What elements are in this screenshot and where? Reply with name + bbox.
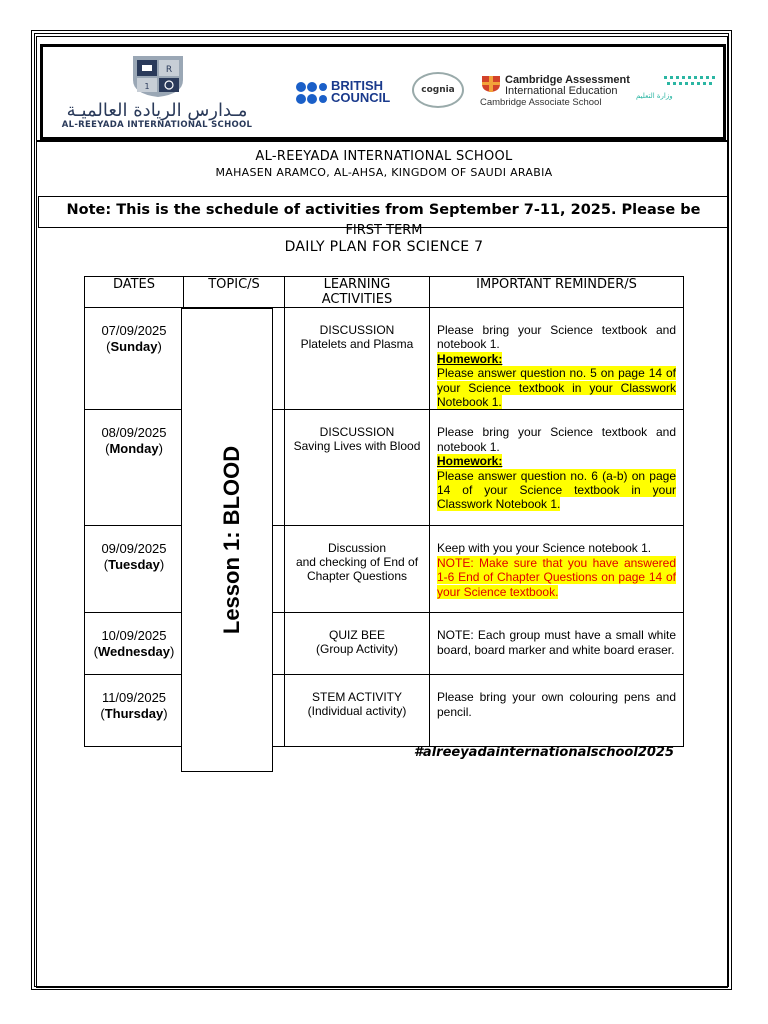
term-label: FIRST TERM (345, 223, 423, 238)
plan-title: DAILY PLAN FOR SCIENCE 7 (284, 239, 484, 255)
activity-detail: Saving Lives with Blood (293, 439, 421, 454)
activity-title: Discussion (327, 541, 387, 556)
day: (Wednesday) (93, 644, 175, 660)
cambridge-associate: Cambridge Associate School (480, 97, 602, 108)
date-cell (85, 675, 184, 747)
british-council-logo (331, 80, 390, 104)
activity-title: DISCUSSION (319, 323, 395, 337)
table-row (85, 526, 684, 613)
day: (Tuesday) (103, 557, 165, 573)
homework-text: Please answer question no. 6 (a-b) on page 14 of your Science textbook in your Classwork Notebook 1. (437, 468, 676, 512)
table-row (85, 308, 684, 410)
school-name-arabic: مـدارس الريادة العالميـة (66, 100, 248, 121)
table-row (85, 410, 684, 526)
cambridge-shield-icon (481, 75, 501, 93)
activity-title: DISCUSSION (319, 425, 395, 440)
table-header-row (85, 277, 684, 308)
activity-cell (285, 526, 430, 613)
cambridge-subtitle: International Education (505, 85, 618, 97)
date: 08/09/2025 (101, 425, 167, 441)
activity-cell (285, 410, 430, 526)
header-divider (37, 140, 727, 142)
activity-cell (285, 675, 430, 747)
reminder-cell (430, 308, 684, 410)
header-reminders: IMPORTANT REMINDER/S (430, 277, 684, 308)
date-cell (85, 613, 184, 675)
hashtag: #alreeyadainternationalschool2025 (413, 745, 674, 760)
activity-detail: (Individual activity) (307, 704, 407, 719)
header-topics: TOPIC/S (184, 277, 285, 308)
note-red: NOTE: Make sure that you have answered 1-6 End of Chapter Questions on page 14 of your Science textbook. (437, 555, 676, 599)
reminder-text: Please bring your Science textbook and notebook 1. (437, 323, 676, 352)
reminder-text: Please bring your own colouring pens and pencil. (437, 690, 676, 719)
school-crest-icon (131, 54, 185, 98)
day: (Sunday) (106, 339, 162, 354)
school-name: AL-REEYADA INTERNATIONAL SCHOOL (255, 149, 513, 164)
header-dates: DATES (85, 277, 184, 308)
table-row (85, 613, 684, 675)
activity-detail: Platelets and Plasma (300, 337, 414, 351)
activity-title: STEM ACTIVITY (311, 690, 402, 705)
homework-label: Homework: (437, 454, 503, 469)
homework-text: Please answer question no. 5 on page 14 of your Science textbook in your Classwork Notebook 1. (437, 366, 676, 410)
table-row (85, 675, 684, 747)
school-address: MAHASEN ARAMCO, AL-AHSA, KINGDOM OF SAUDI ARABIA (215, 166, 553, 179)
schedule-note: Note: This is the schedule of activities from September 7-11, 2025. Please be (66, 202, 701, 218)
bc-line-2: COUNCIL (331, 90, 391, 105)
date-cell (85, 308, 184, 410)
reminder-cell (430, 613, 684, 675)
cambridge-title: Cambridge Assessment (505, 74, 630, 86)
topic-label: Lesson 1: BLOOD (219, 445, 244, 635)
date-cell (85, 410, 184, 526)
reminder-cell (430, 526, 684, 613)
reminder-cell (430, 410, 684, 526)
activity-cell (285, 613, 430, 675)
date: 09/09/2025 (101, 541, 167, 557)
reminder-text: Please bring your Science textbook and notebook 1. (437, 425, 676, 454)
schedule-table (84, 276, 684, 747)
reminder-text: NOTE: Each group must have a small white board, board marker and white board eraser. (437, 628, 676, 657)
homework-label: Homework: (437, 351, 503, 366)
activity-title: QUIZ BEE (328, 628, 385, 643)
day: (Monday) (105, 441, 163, 457)
date-cell (85, 526, 184, 613)
activity-detail: (Group Activity) (315, 642, 399, 657)
british-council-dots-icon (295, 81, 327, 105)
school-name-logo: AL-REEYADA INTERNATIONAL SCHOOL (61, 120, 253, 130)
crest-letter-1: 1 (144, 82, 150, 91)
date: 11/09/2025 (101, 690, 167, 706)
cognia-logo: cognia (412, 72, 464, 108)
crest-letter-r: R (165, 65, 173, 75)
reminder-text: Keep with you your Science notebook 1. (437, 541, 652, 556)
activity-cell (285, 308, 430, 410)
date: 10/09/2025 (101, 628, 167, 644)
activity-detail: and checking of End of Chapter Questions (295, 555, 419, 584)
header-activities: LEARNING ACTIVITIES (285, 277, 430, 308)
ministry-label: وزارة التعليم (636, 92, 673, 100)
day: (Thursday) (100, 706, 168, 722)
date: 07/09/2025 (101, 323, 167, 338)
bc-line-1: BRITISH (331, 78, 383, 93)
reminder-cell (430, 675, 684, 747)
